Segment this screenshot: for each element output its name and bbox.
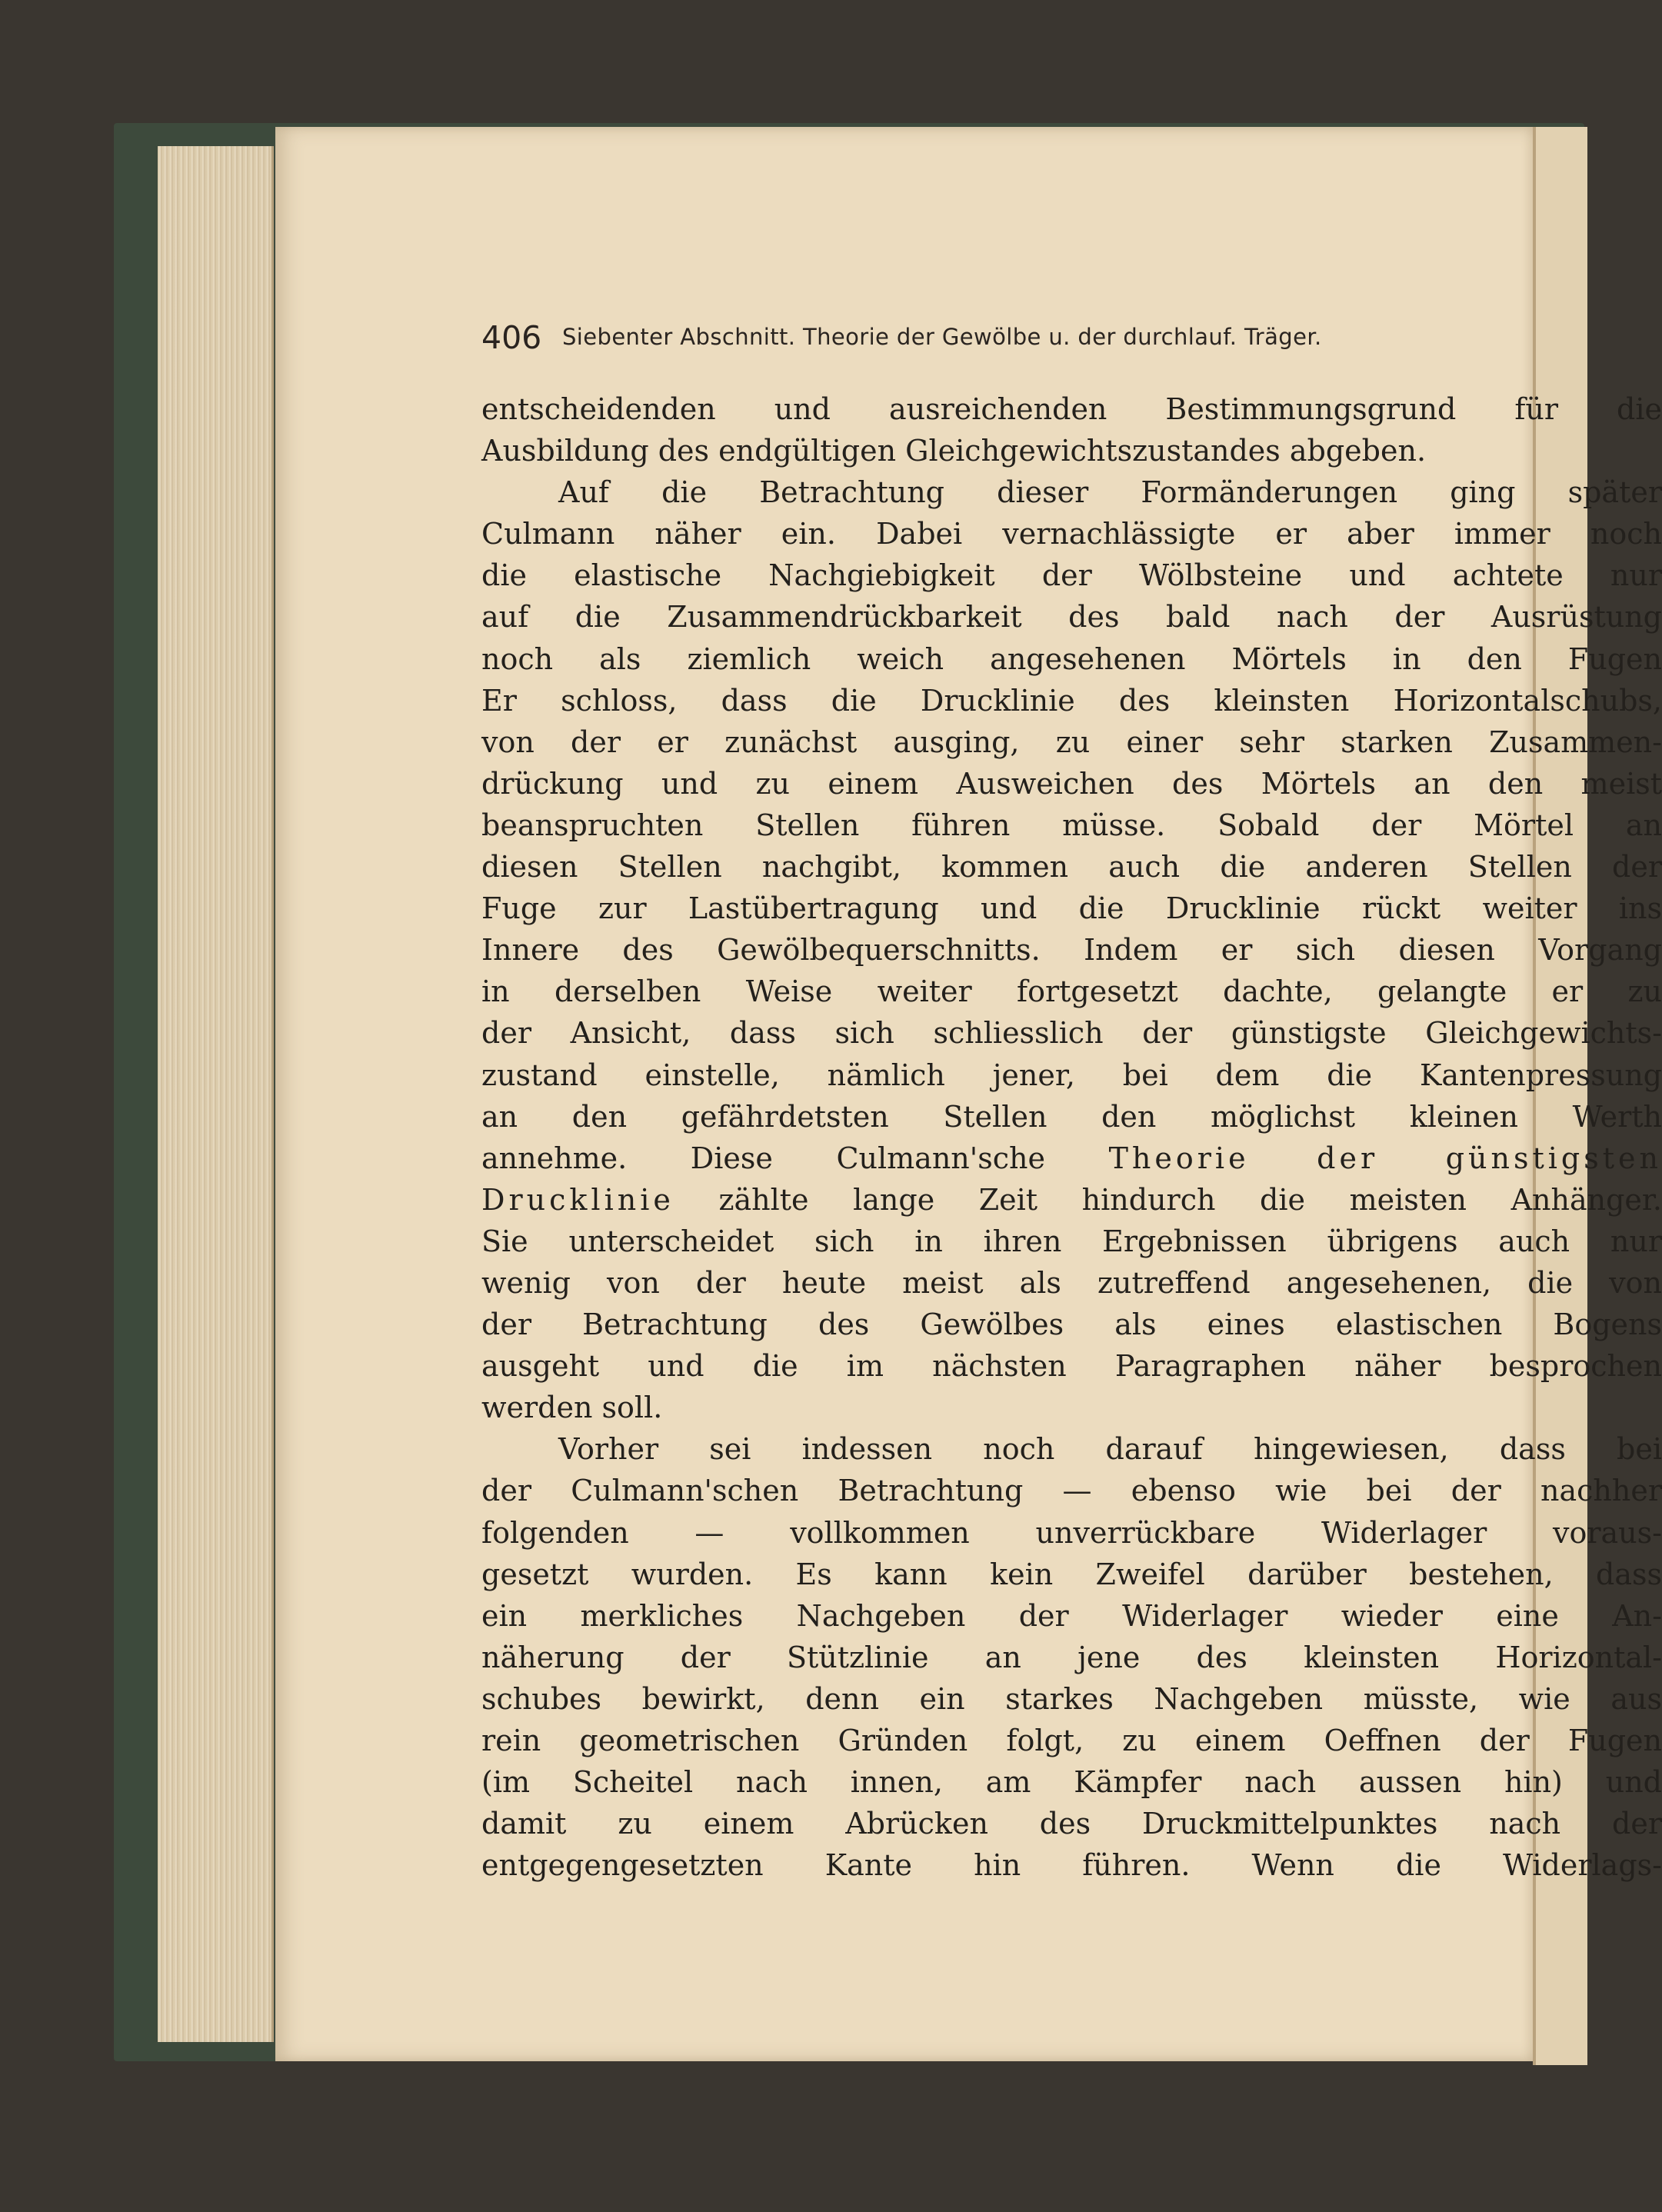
text-line: Sie unterscheidet sich in ihren Ergebnissen übrigens auch nur xyxy=(481,1224,1662,1258)
text-line: (im Scheitel nach innen, am Kämpfer nach aussen hin) und xyxy=(481,1765,1662,1800)
text-line: drückung und zu einem Ausweichen des Mörtels an den meist xyxy=(481,766,1662,801)
text-line: Fuge zur Lastübertragung und die Drucklinie rückt weiter ins xyxy=(481,891,1662,926)
text-line: schubes bewirkt, denn ein starkes Nachgeben müsste, wie aus xyxy=(481,1681,1662,1716)
text-line: von der er zunächst ausging, zu einer sehr starken Zusammen- xyxy=(481,725,1662,759)
body-text xyxy=(481,388,1662,1886)
text-line-emphasis xyxy=(481,1179,1662,1221)
text-line-emphasis xyxy=(481,1138,1662,1179)
text-line: zustand einstelle, nämlich jener, bei dem die Kantenpressung xyxy=(481,1058,1662,1092)
text-line: der Betrachtung des Gewölbes als eines elastischen Bogens xyxy=(481,1308,1662,1342)
text-line: der Culmann'schen Betrachtung — ebenso wie bei der nachher xyxy=(481,1474,1662,1508)
text-line: gesetzt wurden. Es kann kein Zweifel darüber bestehen, dass xyxy=(481,1557,1662,1591)
page-header xyxy=(481,319,1662,367)
text-line: werden soll. xyxy=(481,1391,663,1425)
book-page xyxy=(275,127,1662,2061)
text-line: Innere des Gewölbequerschnitts. Indem er sich diesen Vorgang xyxy=(481,933,1662,968)
page-number: 406 xyxy=(481,319,542,356)
text-line: die elastische Nachgiebigkeit der Wölbsteine und achtete nur xyxy=(481,558,1662,593)
text-line: Er schloss, dass die Drucklinie des kleinsten Horizontalschubs, xyxy=(481,683,1662,718)
text-line: noch als ziemlich weich angesehenen Mörtels in den Fugen xyxy=(481,641,1662,676)
text-line: folgenden — vollkommen unverrückbare Widerlager voraus- xyxy=(481,1515,1662,1550)
text-line: rein geometrischen Gründen folgt, zu einem Oeffnen der Fugen xyxy=(481,1724,1662,1757)
text-line: entscheidenden und ausreichenden Bestimmungsgrund für die xyxy=(481,392,1662,426)
text-line: diesen Stellen nachgibt, kommen auch die anderen Stellen der xyxy=(481,850,1662,884)
running-title: Siebenter Abschnitt. Theorie der Gewölbe u. der durchlauf. Träger. xyxy=(562,324,1322,350)
text-line: Ausbildung des endgültigen Gleichgewichtszustandes abgeben. xyxy=(481,434,1427,468)
spaced-emphasis: Drucklinie xyxy=(481,1182,674,1217)
text-line: ein merkliches Nachgeben der Widerlager wieder eine An- xyxy=(481,1598,1662,1633)
text-line: wenig von der heute meist als zutreffend angesehenen, die von xyxy=(481,1265,1662,1300)
text-line: an den gefährdetsten Stellen den möglichst kleinen Werth xyxy=(481,1099,1662,1134)
text-line: entgegengesetzten Kante hin führen. Wenn die Widerlags- xyxy=(481,1848,1662,1883)
text-line: Auf die Betrachtung dieser Formänderungen ging später xyxy=(558,475,1662,510)
text-segment: annehme. Diese Culmann'sche xyxy=(481,1141,1045,1175)
text-line: in derselben Weise weiter fortgesetzt dachte, gelangte er zu xyxy=(481,974,1662,1009)
text-line: ausgeht und die im nächsten Paragraphen näher besprochen xyxy=(481,1349,1662,1384)
text-line: der Ansicht, dass sich schliesslich der günstigste Gleichgewichts- xyxy=(481,1016,1662,1051)
text-line: Culmann näher ein. Dabei vernachlässigte er aber immer noch xyxy=(481,517,1662,551)
spaced-emphasis: Theorie der günstigsten xyxy=(1108,1141,1662,1175)
page-edges xyxy=(158,146,274,2042)
text-line: näherung der Stützlinie an jene des kleinsten Horizontal- xyxy=(481,1640,1662,1674)
text-line: Vorher sei indessen noch darauf hingewiesen, dass bei xyxy=(558,1432,1662,1467)
text-line: beanspruchten Stellen führen müsse. Sobald der Mörtel an xyxy=(481,808,1662,842)
text-line: damit zu einem Abrücken des Druckmittelpunktes nach der xyxy=(481,1807,1662,1841)
text-line: auf die Zusammendrückbarkeit des bald nach der Ausrüstung xyxy=(481,600,1662,635)
text-segment: zählte lange Zeit hindurch die meisten Anhänger. xyxy=(718,1182,1662,1217)
